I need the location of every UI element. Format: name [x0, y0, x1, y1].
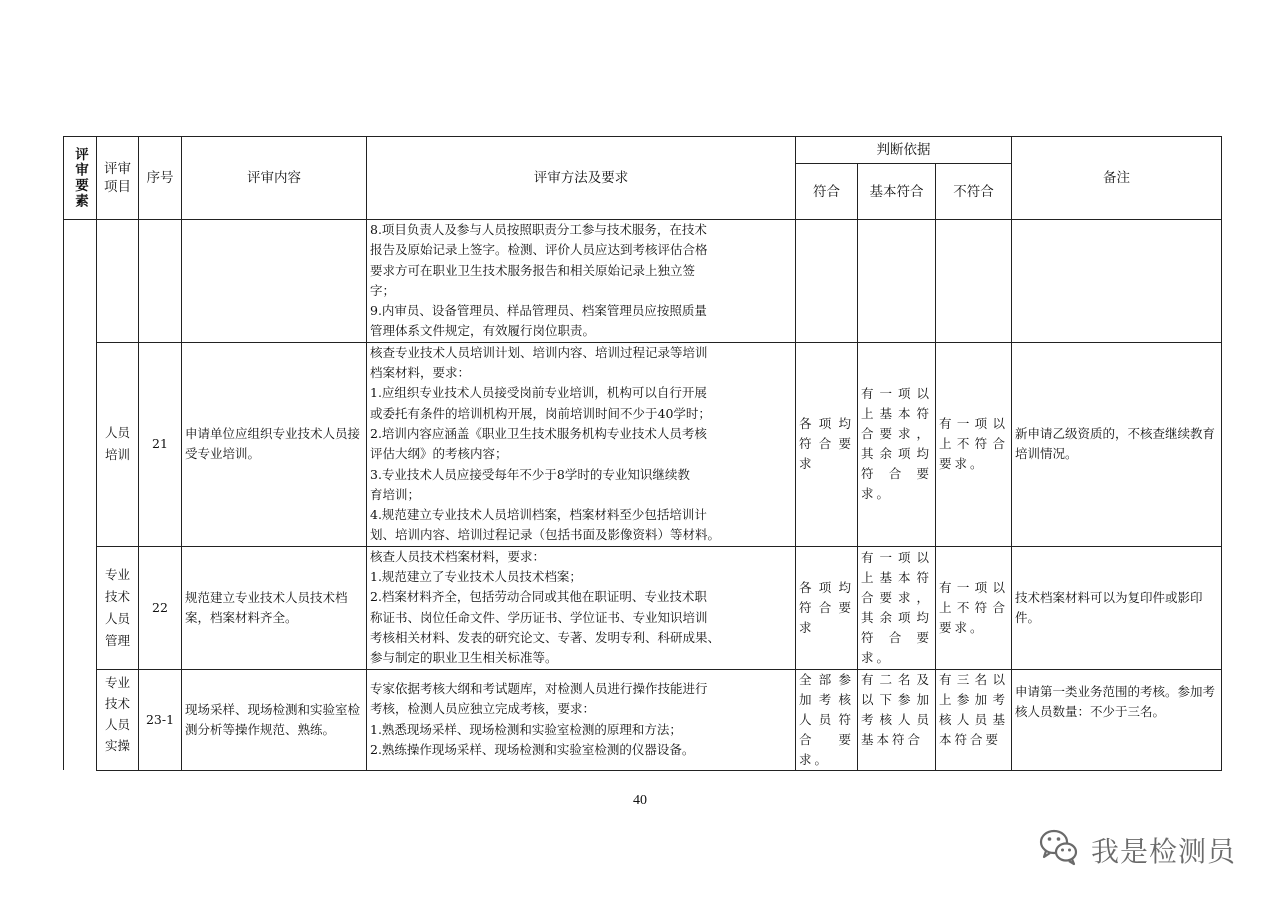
method-line: 专家依据考核大纲和考试题库，对检测人员进行操作技能进行: [370, 680, 708, 696]
method-line: 参与制定的职业卫生相关标准等。: [370, 650, 558, 666]
method-line: 核查专业技术人员培训计划、培训内容、培训过程记录等培训: [370, 344, 708, 360]
table-row: [64, 546, 1222, 669]
fail-cell: 有三名以上参加考核人员基本符合要: [936, 669, 1012, 770]
table-row: [64, 342, 1222, 546]
method-line: 核查人员技术档案材料，要求：: [370, 548, 546, 564]
item-cell: 专业技术人员实操: [97, 669, 139, 770]
header-item: 评审项目: [97, 137, 139, 220]
method-line: 报告及原始记录上签字。检测、评价人员应达到考核评估合格: [370, 242, 708, 258]
header-note: 备注: [1012, 137, 1222, 220]
method-line: 3.专业技术人员应接受每年不少于8学时的专业知识继续教: [370, 466, 690, 482]
watermark-text: 我是检测员: [1090, 834, 1236, 868]
fail-cell: [936, 220, 1012, 343]
basic-cell: 有一项以上基本符合要求，其余项均符合要求。: [858, 342, 936, 546]
method-line: 2.档案材料齐全，包括劳动合同或其他在职证明、专业技术职: [370, 589, 707, 605]
meet-cell: 全部参加考核人员符合要求。: [796, 669, 858, 770]
header-element: 评审要素: [64, 137, 97, 220]
fail-cell: 有一项以上不符合要求。: [936, 342, 1012, 546]
method-line: 划、培训内容、培训过程记录（包括书面及影像资料）等材料。: [370, 527, 721, 543]
content-cell: 申请单位应组织专业技术人员接受专业培训。: [182, 342, 367, 546]
note-cell: 新申请乙级资质的，不核查继续教育培训情况。: [1012, 342, 1222, 546]
basic-cell: 有二名及以下参加考核人员基本符合: [858, 669, 936, 770]
header-basis: 判断依据: [796, 137, 1012, 164]
meet-cell: 各项均符合要求: [796, 546, 858, 669]
header-no: 序号: [139, 137, 182, 220]
method-line: 2.熟练操作现场采样、现场检测和实验室检测的仪器设备。: [370, 741, 695, 757]
content-cell: [182, 220, 367, 343]
basic-cell: [858, 220, 936, 343]
method-line: 2.培训内容应涵盖《职业卫生技术服务机构专业技术人员考核: [370, 425, 707, 441]
watermark: [1037, 824, 1236, 875]
content-cell: 现场采样、现场检测和实验室检测分析等操作规范、熟练。: [182, 669, 367, 770]
header-meet: 符合: [796, 164, 858, 220]
method-line: 档案材料，要求：: [370, 365, 471, 381]
note-cell: 技术档案材料可以为复印件或影印件。: [1012, 546, 1222, 669]
meet-cell: [796, 220, 858, 343]
header-fail: 不符合: [936, 164, 1012, 220]
basic-cell: 有一项以上基本符合要求，其余项均符合要求。: [858, 546, 936, 669]
note-cell: 申请第一类业务范围的考核。参加考核人员数量：不少于三名。: [1012, 669, 1222, 770]
table-row: [64, 220, 1222, 343]
method-line: 评估大纲》的考核内容；: [370, 446, 508, 462]
fail-cell: 有一项以上不符合要求。: [936, 546, 1012, 669]
header-method: 评审方法及要求: [367, 137, 796, 220]
item-cell: [97, 220, 139, 343]
method-line: 管理体系文件规定，有效履行岗位职责。: [370, 323, 596, 339]
no-cell: 21: [139, 342, 182, 546]
review-table-page: [63, 136, 1221, 771]
method-cell: [367, 220, 796, 343]
header-basic: 基本符合: [858, 164, 936, 220]
method-line: 考核相关材料、发表的研究论文、专著、发明专利、科研成果、: [370, 629, 721, 645]
review-table: [63, 136, 1222, 771]
no-cell: 22: [139, 546, 182, 669]
content-cell: 规范建立专业技术人员技术档案，档案材料齐全。: [182, 546, 367, 669]
wechat-icon: [1037, 824, 1081, 875]
no-cell: [139, 220, 182, 343]
method-line: 1.应组织专业技术人员接受岗前专业培训，机构可以自行开展: [370, 385, 707, 401]
method-cell: [367, 669, 796, 770]
note-cell: [1012, 220, 1222, 343]
header-content: 评审内容: [182, 137, 367, 220]
item-cell: 专业技术人员管理: [97, 546, 139, 669]
method-line: 4.规范建立专业技术人员培训档案，档案材料至少包括培训计: [370, 507, 707, 523]
method-line: 8.项目负责人及参与人员按照职责分工参与技术服务，在技术: [370, 222, 707, 237]
header-row-1: [64, 137, 1222, 164]
method-line: 或委托有条件的培训机构开展，岗前培训时间不少于40学时；: [370, 405, 711, 421]
method-line: 字；: [370, 282, 396, 298]
method-line: 育培训；: [370, 486, 421, 502]
method-line: 1.熟悉现场采样、现场检测和实验室检测的原理和方法；: [370, 721, 682, 737]
element-cell: [64, 220, 97, 771]
method-cell: [367, 546, 796, 669]
method-line: 要求方可在职业卫生技术服务报告和相关原始记录上独立签: [370, 262, 696, 278]
method-line: 9.内审员、设备管理员、样品管理员、档案管理员应按照质量: [370, 303, 707, 319]
method-cell: [367, 342, 796, 546]
no-cell: 23-1: [139, 669, 182, 770]
method-line: 1.规范建立了专业技术人员技术档案；: [370, 569, 582, 585]
item-cell: 人员培训: [97, 342, 139, 546]
method-line: 考核，检测人员应独立完成考核，要求：: [370, 701, 596, 717]
page-number: 40: [633, 793, 647, 808]
method-line: 称证书、岗位任命文件、学历证书、学位证书、专业知识培训: [370, 609, 708, 625]
table-row: [64, 669, 1222, 770]
meet-cell: 各项均符合要求: [796, 342, 858, 546]
